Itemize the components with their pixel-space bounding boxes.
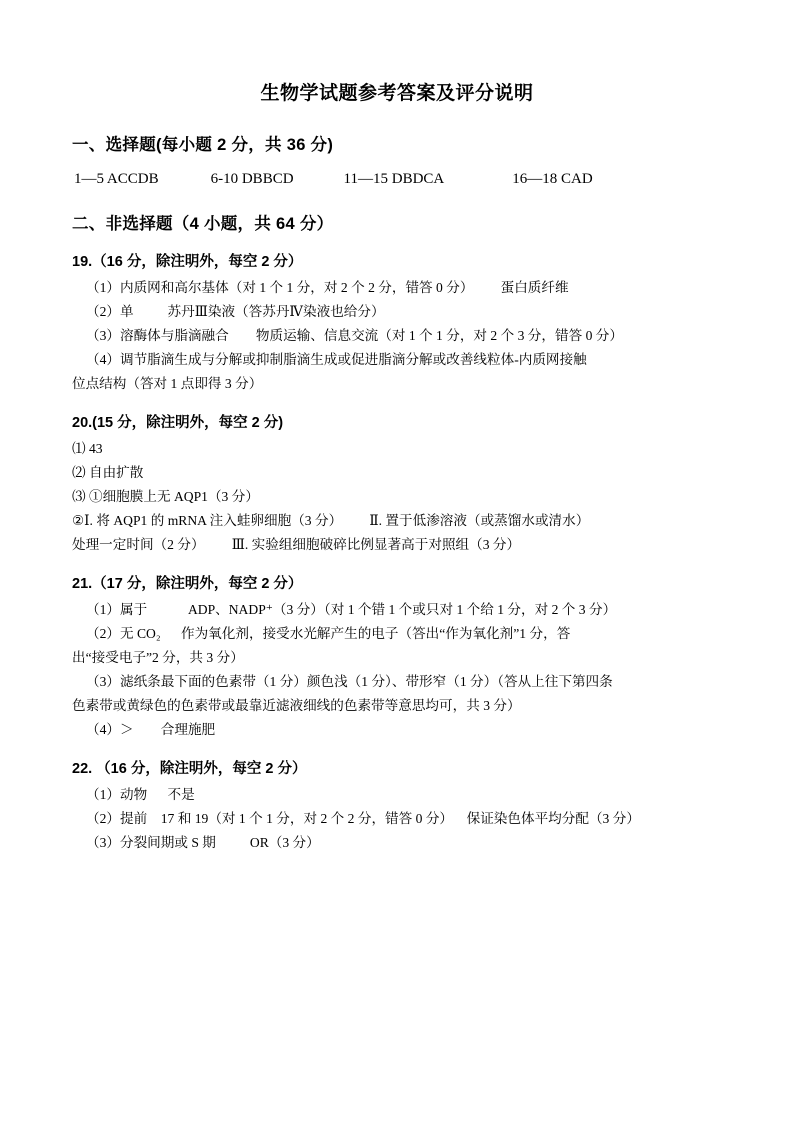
question-19-answer-line: 位点结构（答对 1 点即得 3 分）: [72, 376, 263, 392]
question-19-answer-line: （2）单 苏丹Ⅲ染液（答苏丹Ⅳ染液也给分）: [86, 304, 385, 320]
choice-answer-16-18: 16—18 CAD: [512, 171, 593, 187]
page-title: 生物学试题参考答案及评分说明: [260, 83, 534, 104]
choice-answers-line: [72, 171, 722, 188]
choice-answer-1-5: 1—5 ACCDB: [74, 171, 159, 187]
question-20-heading: 20.(15 分，除注明外，每空 2 分): [72, 415, 284, 432]
question-20-answer-line: ⑶ ①细胞膜上无 AQP1（3 分）: [72, 489, 259, 505]
question-21-answer-line: 出“接受电子”2 分，共 3 分）: [72, 650, 244, 666]
question-21-answer-line: 色素带或黄绿色的色素带或最靠近滤液细线的色素带等意思均可，共 3 分）: [72, 698, 521, 714]
question-22-answer-line: （1）动物 不是: [86, 787, 195, 803]
question-19-answer-line: （1）内质网和高尔基体（对 1 个 1 分，对 2 个 2 分，错答 0 分） 蛋白质纤维: [86, 280, 569, 295]
question-19-heading: 19.（16 分，除注明外，每空 2 分）: [72, 254, 303, 270]
question-20-answer-line: ⑴ 43: [72, 441, 103, 457]
question-21-answer-line: （4）＞ 合理施肥: [86, 722, 216, 738]
choice-answer-6-10: 6-10 DBBCD: [210, 171, 294, 187]
question-22-answer-line: （2）提前 17 和 19（对 1 个 1 分，对 2 个 2 分，错答 0 分） 保证染色体平均分配（3 分）: [86, 811, 640, 827]
question-21-heading: 21.（17 分，除注明外，每空 2 分）: [72, 576, 303, 593]
question-22-heading: 22. （16 分，除注明外，每空 2 分）: [72, 761, 307, 778]
question-22-answer-line: （3）分裂间期或 S 期 OR（3 分）: [86, 835, 320, 851]
question-19-answer-line: （4）调节脂滴生成与分解或抑制脂滴生成或促进脂滴分解或改善线粒体-内质网接触: [86, 352, 587, 368]
section-heading-nonchoice: 二、非选择题（4 小题，共 64 分）: [72, 215, 334, 233]
choice-answer-11-15: 11—15 DBDCA: [343, 171, 445, 187]
question-19-answer-line: （3）溶酶体与脂滴融合 物质运输、信息交流（对 1 个 1 分，对 2 个 3 分，错答 0 分）: [86, 328, 623, 344]
question-21-answer-line: （2）无 CO₂ 作为氧化剂，接受水光解产生的电子（答出“作为氧化剂”1 分，答: [86, 626, 571, 642]
question-21-answer-line: （1）属于 ADP、NADP⁺（3 分）（对 1 个错 1 个或只对 1 个给 1 分，对 2 个 3 分）: [86, 602, 617, 618]
question-20-answer-line: 处理一定时间（2 分） Ⅲ. 实验组细胞破碎比例显著高于对照组（3 分）: [72, 537, 521, 553]
question-20-answer-line: ⑵ 自由扩散: [72, 465, 144, 481]
question-21-answer-line: （3）滤纸条最下面的色素带（1 分）颜色浅（1 分）、带形窄（1 分）（答从上往下第四条: [86, 674, 613, 690]
question-20-answer-line: ②Ⅰ. 将 AQP1 的 mRNA 注入蛙卵细胞（3 分） Ⅱ. 置于低渗溶液（或蒸馏水或清水）: [72, 513, 590, 529]
section-heading-choice: 一、选择题(每小题 2 分，共 36 分): [72, 136, 334, 154]
